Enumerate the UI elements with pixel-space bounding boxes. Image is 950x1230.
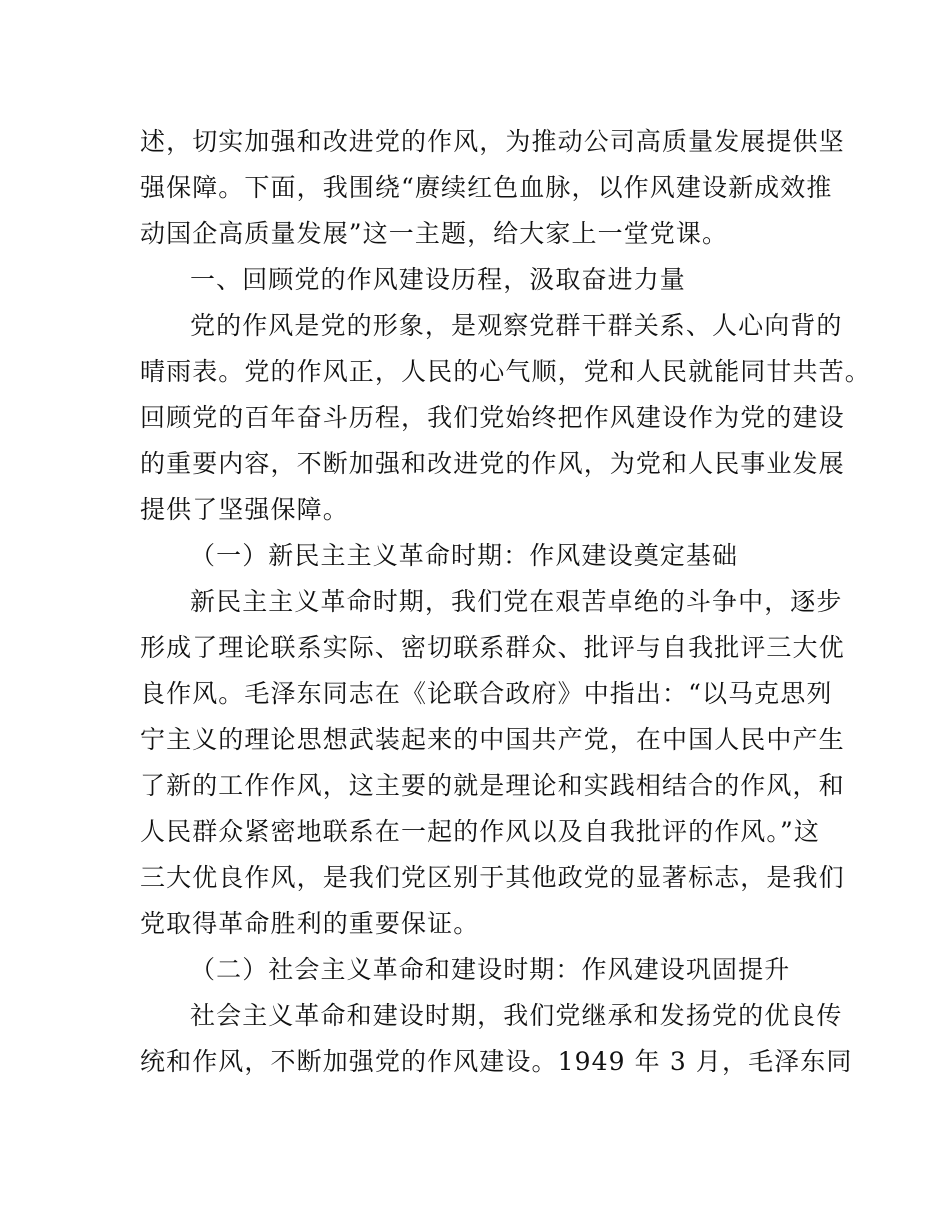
- text-line: 党的作风是党的形象，是观察党群干群关系、人心向背的: [190, 311, 843, 340]
- section-heading: 一、回顾党的作风建设历程，汲取奋进力量: [190, 265, 686, 294]
- text-line: 新民主主义革命时期，我们党在艰苦卓绝的斗争中，逐步: [190, 587, 843, 616]
- text-line: 三大优良作风，是我们党区别于其他政党的显著标志，是我们: [140, 863, 845, 892]
- text-line: 宁主义的理论思想武装起来的中国共产党，在中国人民中产生: [140, 725, 845, 754]
- text-line: 良作风。毛泽东同志在《论联合政府》中指出：“以马克思列: [140, 679, 833, 708]
- subsection-heading: （一）新民主主义革命时期：作风建设奠定基础: [190, 541, 739, 570]
- subsection-heading: （二）社会主义革命和建设时期：作风建设巩固提升: [190, 955, 791, 984]
- text-line: 述，切实加强和改进党的作风，为推动公司高质量发展提供坚: [140, 127, 845, 156]
- text-line: 党取得革命胜利的重要保证。: [140, 909, 480, 938]
- text-line: 统和作风，不断加强党的作风建设。1949 年 3 月，毛泽东同: [140, 1047, 853, 1076]
- document-body: [140, 119, 871, 1085]
- text-line: 强保障。下面，我围绕“赓续红色血脉，以作风建设新成效推: [140, 173, 833, 202]
- text-line: 动国企高质量发展”这一主题，给大家上一堂党课。: [140, 219, 729, 248]
- text-line: 形成了理论联系实际、密切联系群众、批评与自我批评三大优: [140, 633, 845, 662]
- text-line: 提供了坚强保障。: [140, 495, 349, 524]
- text-line: 回顾党的百年奋斗历程，我们党始终把作风建设作为党的建设: [140, 403, 845, 432]
- text-line: 了新的工作作风，这主要的就是理论和实践相结合的作风，和: [140, 771, 845, 800]
- text-line: 的重要内容，不断加强和改进党的作风，为党和人民事业发展: [140, 449, 845, 478]
- text-line: 晴雨表。党的作风正，人民的心气顺，党和人民就能同甘共苦。: [140, 357, 871, 386]
- text-line: 社会主义革命和建设时期，我们党继承和发扬党的优良传: [190, 1001, 843, 1030]
- text-line: 人民群众紧密地联系在一起的作风以及自我批评的作风。”这: [140, 817, 820, 846]
